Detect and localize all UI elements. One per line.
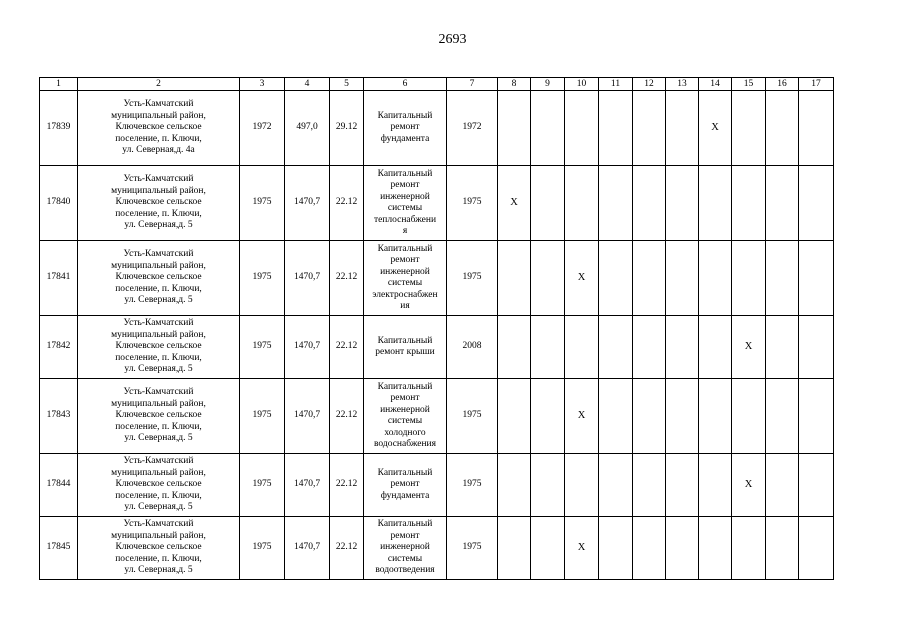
work-type-cell-line: ремонт (390, 255, 420, 265)
mark-cell-col-14 (699, 379, 732, 454)
mark-cell-col-10 (565, 91, 599, 166)
mark-cell-col-10 (565, 241, 599, 316)
work-type-cell (364, 166, 447, 241)
mark-cell-col-12 (633, 91, 666, 166)
mark-cell-col-13 (666, 316, 699, 379)
year-built-cell: 1975 (240, 454, 285, 517)
work-type-cell-line: ремонт (390, 479, 420, 490)
work-type-cell-line: инженерной (380, 191, 430, 202)
mark-cell-col-11 (599, 91, 633, 166)
mark-cell-col-9 (531, 91, 565, 166)
mark-cell-col-17 (799, 517, 834, 580)
address-cell-line: Ключевское сельское (115, 479, 202, 490)
mark-cell-col-8 (498, 517, 531, 580)
table-row (40, 91, 834, 166)
mark-cell-col-15 (732, 91, 766, 166)
mark-cell-col-12 (633, 316, 666, 379)
address-cell-line: ул. Северная,д. 5 (124, 220, 193, 231)
mark-x: Х (510, 196, 518, 208)
table-row (40, 241, 834, 316)
mark-cell-col-15 (732, 241, 766, 316)
work-type-cell-line: Капитальный (377, 335, 433, 346)
mark-cell-col-17 (799, 316, 834, 379)
work-type-cell-line: Капитальный (377, 381, 433, 392)
work-type-cell (364, 454, 447, 517)
record-id-cell: 17840 (40, 166, 78, 241)
date-cell: 22.12 (330, 517, 364, 580)
work-type-cell (364, 91, 447, 166)
table-row (40, 166, 834, 241)
mark-x: Х (744, 478, 753, 490)
date-cell: 22.12 (330, 241, 364, 316)
date-cell: 22.12 (330, 316, 364, 379)
record-id-cell: 17845 (40, 517, 78, 580)
mark-cell-col-8 (498, 91, 531, 166)
mark-cell-col-14 (699, 91, 732, 166)
address-cell-line: Усть-Камчатский (123, 174, 194, 185)
year-last-cell: 1975 (447, 517, 498, 580)
mark-cell-col-12 (633, 379, 666, 454)
address-cell-line: муниципальный район, (111, 260, 206, 271)
mark-cell-col-16 (766, 379, 799, 454)
mark-cell-col-8 (498, 379, 531, 454)
mark-cell-col-12 (633, 241, 666, 316)
work-type-cell-line: инженерной (380, 266, 430, 277)
mark-cell-col-13 (666, 379, 699, 454)
address-cell-line: поселение, п. Ключи, (115, 421, 202, 432)
area-cell: 1470,7 (285, 454, 330, 517)
address-cell-line: муниципальный район, (111, 467, 206, 478)
work-type-cell-line: ремонт (390, 393, 420, 403)
mark-cell-col-17 (799, 241, 834, 316)
mark-cell-col-16 (766, 316, 799, 379)
address-cell-line: поселение, п. Ключи, (115, 490, 202, 501)
area-cell: 1470,7 (285, 517, 330, 580)
address-cell-line: ул. Северная,д. 5 (124, 433, 193, 444)
column-number-cell: 15 (732, 78, 766, 91)
address-cell-line: Усть-Камчатский (123, 387, 194, 398)
work-type-cell (364, 241, 447, 316)
address-cell-line: Усть-Камчатский (123, 456, 194, 467)
work-type-cell-line: инженерной (380, 542, 430, 553)
work-type-cell-line: ремонт (390, 530, 420, 541)
area-cell: 1470,7 (285, 241, 330, 316)
mark-x: Х (577, 541, 586, 553)
mark-cell-col-13 (666, 517, 699, 580)
address-cell-line: Усть-Камчатский (123, 318, 194, 329)
column-number-cell: 17 (799, 78, 834, 91)
column-number-cell: 2 (78, 78, 240, 91)
work-type-cell (364, 517, 447, 580)
address-cell (78, 517, 240, 580)
table-row (40, 316, 834, 379)
area-cell: 1470,7 (285, 166, 330, 241)
mark-cell-col-15 (732, 379, 766, 454)
column-number-cell: 16 (766, 78, 799, 91)
column-number-cell: 1 (40, 78, 78, 91)
address-cell (78, 379, 240, 454)
mark-cell-col-14 (699, 454, 732, 517)
address-cell-line: ул. Северная,д. 4а (122, 145, 195, 156)
mark-cell-col-15 (732, 166, 766, 241)
address-cell-line: ул. Северная,д. 5 (124, 364, 193, 375)
work-type-cell-line: электроснабжен (372, 289, 438, 300)
work-type-cell-line: я (402, 226, 408, 236)
mark-cell-col-8 (498, 316, 531, 379)
area-cell: 1470,7 (285, 379, 330, 454)
mark-cell-col-10 (565, 316, 599, 379)
address-cell-line: Ключевское сельское (115, 410, 202, 421)
mark-cell-col-10 (565, 166, 599, 241)
address-cell (78, 316, 240, 379)
address-cell-line: муниципальный район, (111, 185, 206, 196)
mark-cell-col-8 (498, 241, 531, 316)
mark-cell-col-9 (531, 379, 565, 454)
column-number-cell: 14 (699, 78, 732, 91)
mark-cell-col-16 (766, 517, 799, 580)
mark-cell-col-17 (799, 454, 834, 517)
area-cell: 1470,7 (285, 316, 330, 379)
date-cell: 22.12 (330, 379, 364, 454)
mark-cell-col-9 (531, 166, 565, 241)
column-number-cell: 5 (330, 78, 364, 91)
mark-cell-col-11 (599, 454, 633, 517)
record-id-cell: 17843 (40, 379, 78, 454)
mark-cell-col-9 (531, 316, 565, 379)
column-number-cell: 13 (666, 78, 699, 91)
mark-cell-col-17 (799, 91, 834, 166)
address-cell-line: ул. Северная,д. 5 (124, 565, 193, 576)
column-number-cell: 4 (285, 78, 330, 91)
area-cell: 497,0 (285, 91, 330, 166)
mark-x: Х (711, 121, 719, 133)
address-cell-line: Ключевское сельское (115, 542, 202, 553)
address-cell-line: муниципальный район, (111, 329, 206, 340)
year-last-cell: 2008 (447, 316, 498, 379)
date-cell: 22.12 (330, 454, 364, 517)
address-cell-line: поселение, п. Ключи, (115, 133, 202, 144)
mark-cell-col-12 (633, 454, 666, 517)
work-type-cell-line: системы (387, 203, 423, 213)
table-row (40, 379, 834, 454)
column-number-cell: 7 (447, 78, 498, 91)
mark-cell-col-15 (732, 454, 766, 517)
column-number-row (40, 78, 834, 91)
mark-cell-col-14 (699, 241, 732, 316)
record-id-cell: 17844 (40, 454, 78, 517)
address-cell-line: муниципальный район, (111, 110, 206, 121)
mark-cell-col-12 (633, 166, 666, 241)
address-cell (78, 241, 240, 316)
mark-cell-col-17 (799, 166, 834, 241)
mark-cell-col-17 (799, 379, 834, 454)
address-cell-line: муниципальный район, (111, 398, 206, 409)
mark-cell-col-12 (633, 517, 666, 580)
year-last-cell: 1975 (447, 379, 498, 454)
year-last-cell: 1975 (447, 241, 498, 316)
work-type-cell-line: Капитальный (377, 243, 433, 254)
mark-cell-col-16 (766, 241, 799, 316)
address-cell (78, 166, 240, 241)
mark-cell-col-11 (599, 316, 633, 379)
year-built-cell: 1975 (240, 241, 285, 316)
work-type-cell-line: ия (400, 301, 410, 311)
mark-cell-col-14 (699, 166, 732, 241)
mark-cell-col-15 (732, 517, 766, 580)
mark-x: Х (744, 340, 753, 352)
address-cell-line: Ключевское сельское (115, 341, 202, 352)
table-row (40, 454, 834, 517)
mark-cell-col-11 (599, 241, 633, 316)
mark-cell-col-8 (498, 454, 531, 517)
column-number-cell: 11 (599, 78, 633, 91)
work-type-cell-line: фундамента (380, 133, 430, 144)
year-built-cell: 1972 (240, 91, 285, 166)
work-type-cell (364, 316, 447, 379)
record-id-cell: 17841 (40, 241, 78, 316)
year-last-cell: 1975 (447, 454, 498, 517)
mark-cell-col-16 (766, 454, 799, 517)
date-cell: 29.12 (330, 91, 364, 166)
column-number-cell: 10 (565, 78, 599, 91)
mark-cell-col-16 (766, 166, 799, 241)
mark-cell-col-10 (565, 379, 599, 454)
year-last-cell: 1975 (447, 166, 498, 241)
mark-cell-col-15 (732, 316, 766, 379)
record-id-cell: 17842 (40, 316, 78, 379)
mark-cell-col-13 (666, 91, 699, 166)
page-number: 2693 (438, 32, 467, 47)
column-number-cell: 3 (240, 78, 285, 91)
mark-cell-col-14 (699, 316, 732, 379)
mark-cell-col-16 (766, 91, 799, 166)
address-cell-line: Ключевское сельское (115, 197, 202, 208)
work-type-cell-line: водоотведения (375, 565, 435, 576)
year-last-cell: 1972 (447, 91, 498, 166)
address-cell-line: поселение, п. Ключи, (115, 208, 202, 219)
register-body (40, 78, 834, 580)
address-cell-line: поселение, п. Ключи, (115, 553, 202, 564)
mark-x: Х (577, 271, 586, 283)
address-cell-line: ул. Северная,д. 5 (124, 295, 193, 306)
address-cell-line: муниципальный район, (111, 530, 206, 541)
work-type-cell-line: системы (387, 416, 423, 426)
work-type-cell-line: Капитальный (377, 110, 433, 121)
work-type-cell-line: системы (387, 278, 423, 288)
table-row (40, 517, 834, 580)
work-type-cell-line: теплоснабжени (373, 214, 437, 225)
work-type-cell-line: холодного (384, 427, 426, 438)
address-cell-line: поселение, п. Ключи, (115, 352, 202, 363)
address-cell-line: поселение, п. Ключи, (115, 283, 202, 294)
column-number-cell: 6 (364, 78, 447, 91)
address-cell-line: ул. Северная,д. 5 (124, 502, 193, 513)
mark-cell-col-11 (599, 517, 633, 580)
mark-x: Х (577, 409, 586, 421)
address-cell-line: Ключевское сельское (115, 272, 202, 283)
address-cell (78, 454, 240, 517)
mark-cell-col-9 (531, 454, 565, 517)
work-type-cell-line: Капитальный (377, 467, 433, 478)
mark-cell-col-9 (531, 241, 565, 316)
mark-cell-col-11 (599, 166, 633, 241)
work-type-cell-line: ремонт (390, 122, 420, 133)
year-built-cell: 1975 (240, 166, 285, 241)
work-type-cell-line: ремонт крыши (375, 347, 435, 357)
column-number-cell: 12 (633, 78, 666, 91)
work-type-cell-line: водоснабжения (373, 439, 437, 449)
mark-cell-col-10 (565, 517, 599, 580)
year-built-cell: 1975 (240, 379, 285, 454)
year-built-cell: 1975 (240, 517, 285, 580)
mark-cell-col-13 (666, 241, 699, 316)
address-cell-line: Ключевское сельское (115, 122, 202, 133)
mark-cell-col-11 (599, 379, 633, 454)
mark-cell-col-13 (666, 166, 699, 241)
column-number-cell: 8 (498, 78, 531, 91)
work-type-cell-line: системы (387, 553, 423, 564)
year-built-cell: 1975 (240, 316, 285, 379)
address-cell (78, 91, 240, 166)
mark-cell-col-10 (565, 454, 599, 517)
column-number-cell: 9 (531, 78, 565, 91)
register-table (39, 77, 834, 580)
date-cell: 22.12 (330, 166, 364, 241)
work-type-cell-line: фундамента (380, 490, 430, 501)
work-type-cell-line: Капитальный (377, 519, 433, 530)
work-type-cell-line: инженерной (380, 404, 430, 415)
mark-cell-col-13 (666, 454, 699, 517)
address-cell-line: Усть-Камчатский (123, 99, 194, 110)
address-cell-line: Усть-Камчатский (123, 249, 194, 260)
mark-cell-col-14 (699, 517, 732, 580)
work-type-cell (364, 379, 447, 454)
address-cell-line: Усть-Камчатский (123, 519, 194, 530)
mark-cell-col-8 (498, 166, 531, 241)
mark-cell-col-9 (531, 517, 565, 580)
record-id-cell: 17839 (40, 91, 78, 166)
work-type-cell-line: ремонт (390, 180, 420, 190)
work-type-cell-line: Капитальный (377, 168, 433, 179)
